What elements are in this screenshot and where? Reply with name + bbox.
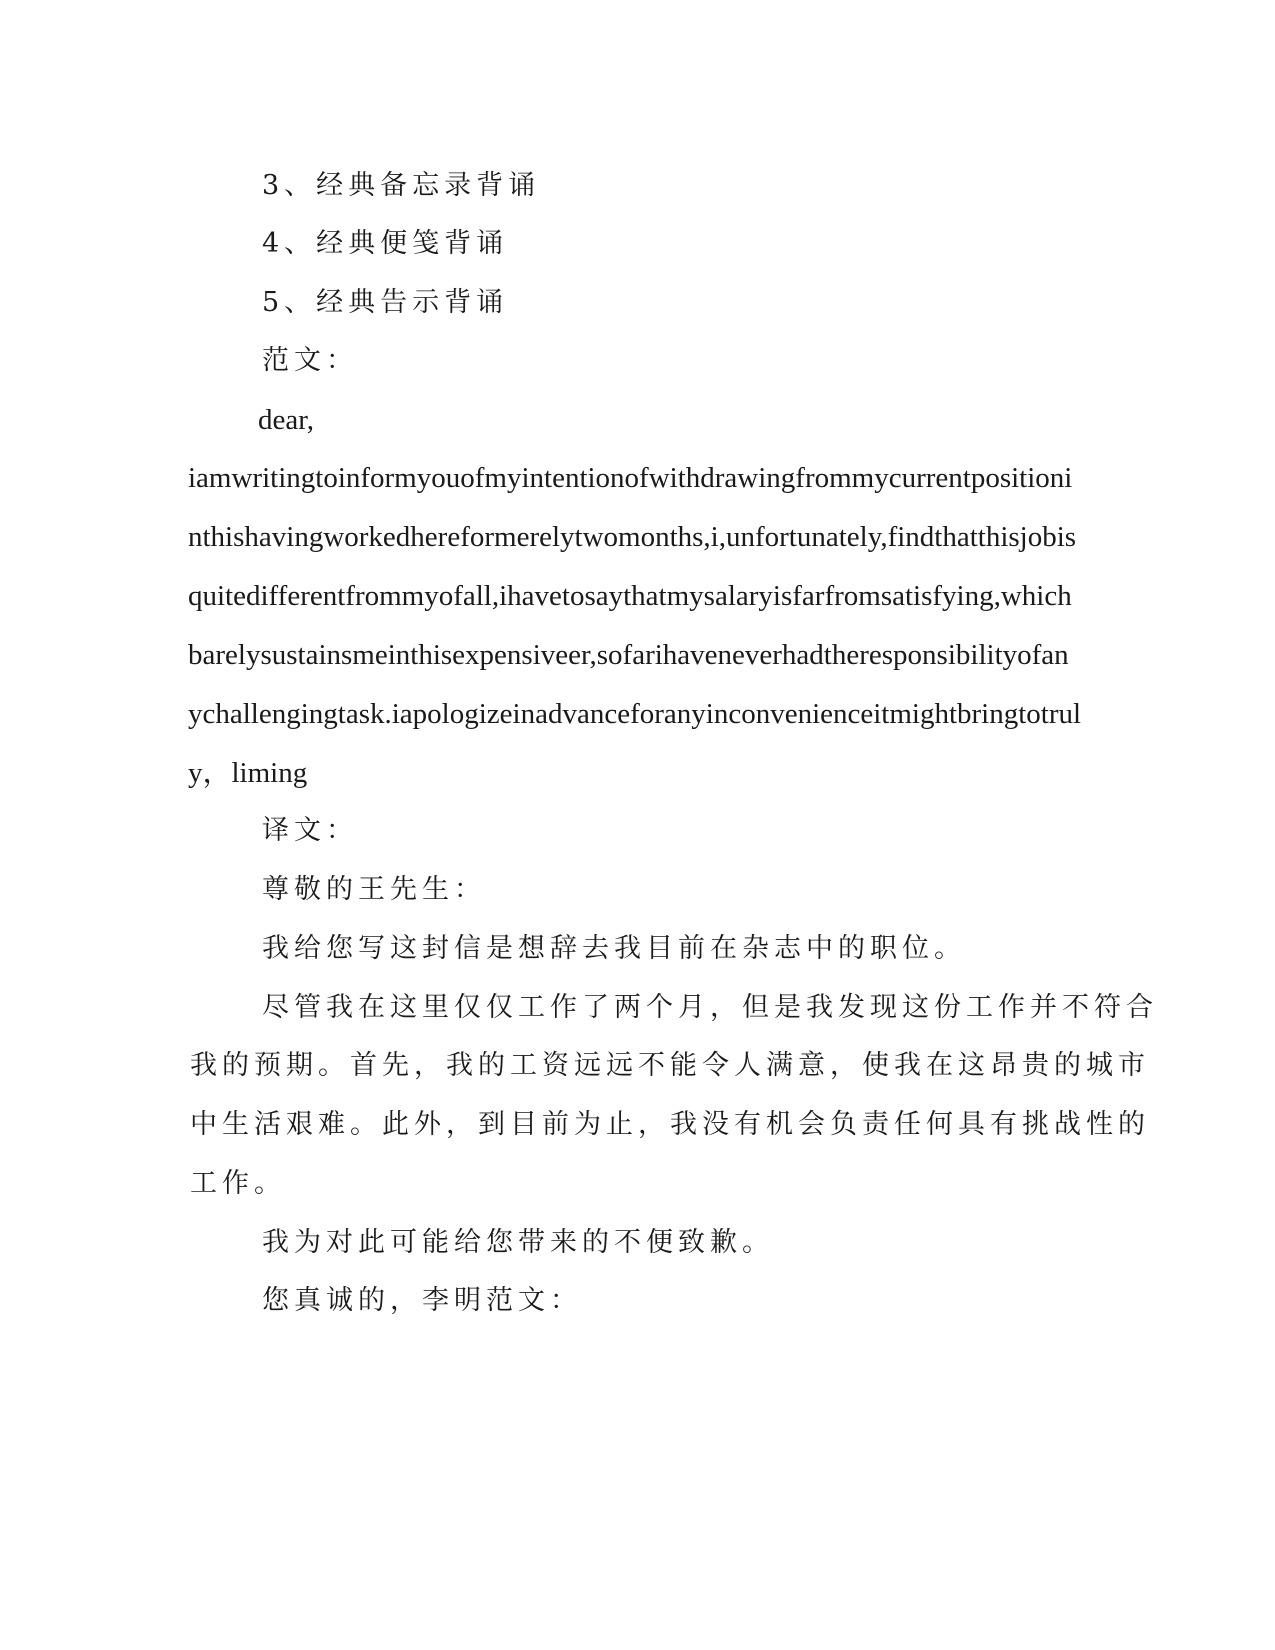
list-item-4: 4、经典便笺背诵	[262, 228, 509, 259]
translation-salutation: 尊敬的王先生：	[262, 874, 486, 905]
letter-line-3: quitedifferentfrommyofall,ihavetosaythatmysalaryisfarfromsatisfying,which	[188, 580, 1072, 612]
letter-salutation: dear,	[258, 404, 314, 436]
translation-paragraph-2-line-2: 我的预期。首先，我的工资远远不能令人满意，使我在这昂贵的城市	[190, 1050, 1150, 1081]
translation-closing: 您真诚的，李明范文：	[262, 1285, 582, 1316]
translation-heading: 译文：	[262, 815, 358, 846]
letter-line-4: barelysustainsmeinthisexpensiveer,sofarihaveneverhadtheresponsibilityofan	[188, 639, 1069, 671]
translation-paragraph-1: 我给您写这封信是想辞去我目前在杂志中的职位。	[262, 933, 966, 964]
list-item-5: 5、经典告示背诵	[262, 287, 509, 318]
letter-line-2: nthishavingworkedhereformerelytwomonths,i,unfortunately,findthatthisjobis	[188, 521, 1077, 553]
translation-paragraph-2-line-1: 尽管我在这里仅仅工作了两个月，但是我发现这份工作并不符合	[262, 992, 1158, 1023]
letter-line-1: iamwritingtoinformyouofmyintentionofwithdrawingfrommycurrentpositioni	[188, 462, 1073, 494]
translation-paragraph-2-line-4: 工作。	[190, 1168, 286, 1199]
list-item-3: 3、经典备忘录背诵	[262, 170, 541, 201]
letter-line-5: ychallengingtask.iapologizeinadvanceforanyinconvenienceitmightbringtotrul	[188, 698, 1082, 730]
translation-paragraph-2-line-3: 中生活艰难。此外，到目前为止，我没有机会负责任何具有挑战性的	[190, 1109, 1150, 1140]
sample-heading: 范文：	[262, 345, 358, 376]
translation-paragraph-3: 我为对此可能给您带来的不便致歉。	[262, 1227, 774, 1258]
letter-line-6: y，liming	[188, 757, 308, 789]
